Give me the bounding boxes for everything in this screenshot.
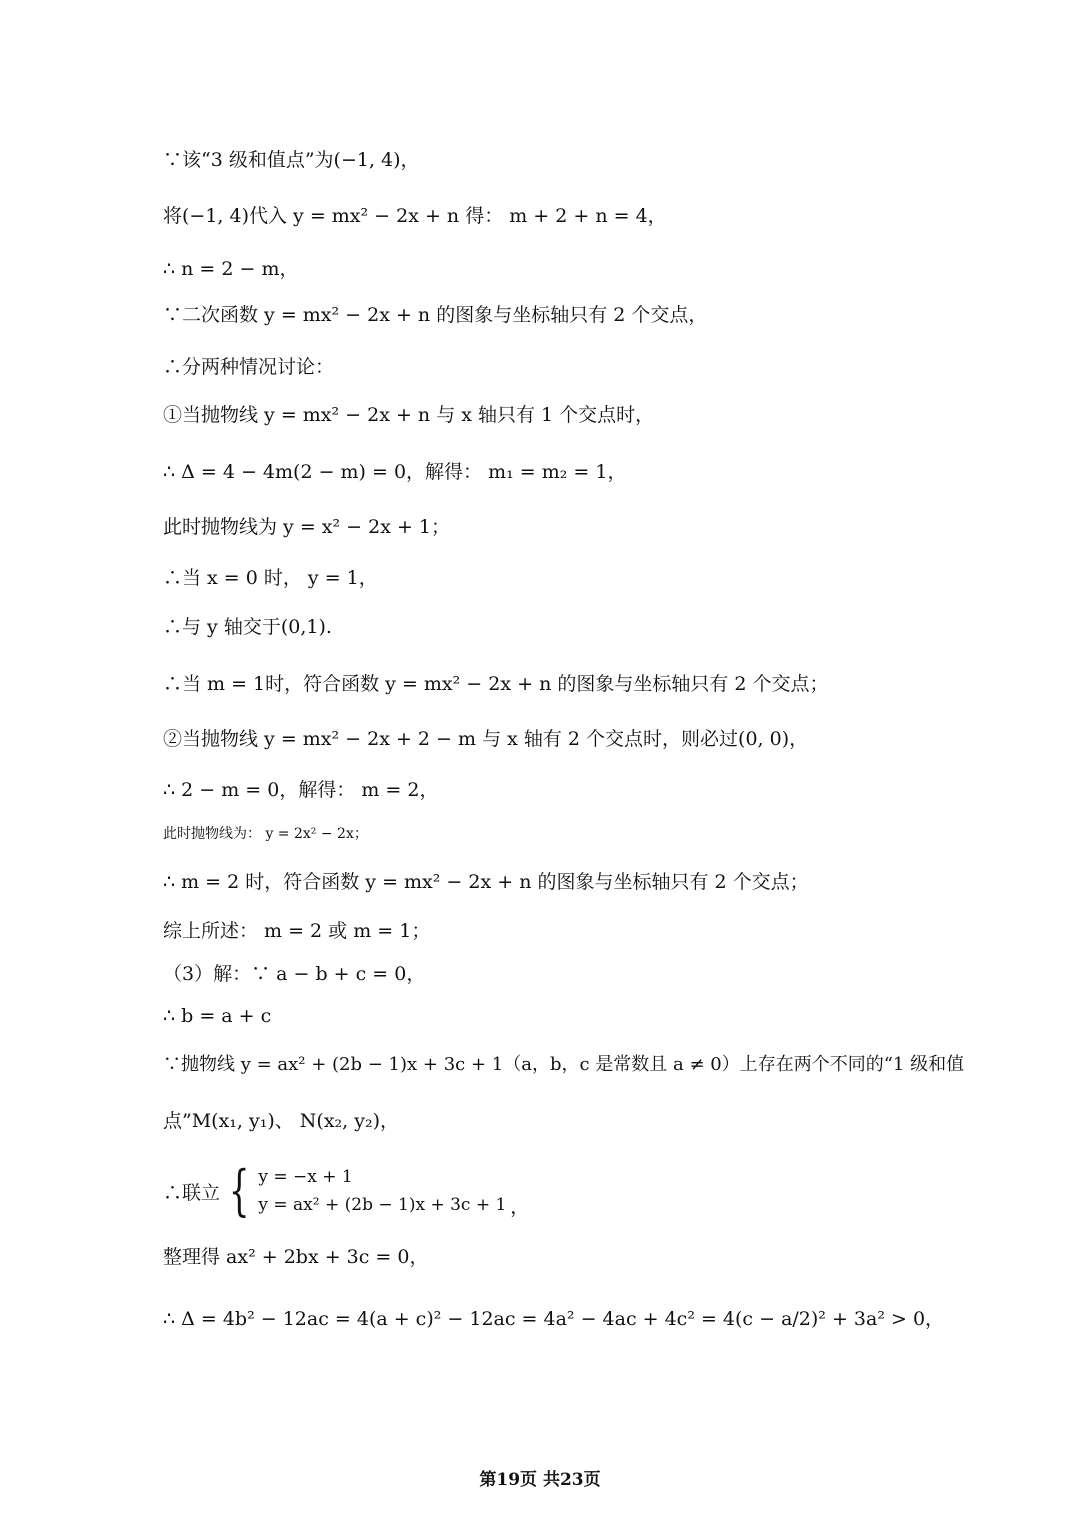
text-line: ∴ Δ = 4 − 4m(2 − m) = 0，解得： m₁ = m₂ = 1， [163,461,627,483]
text-line: ∵该“3 级和值点”为(−1, 4)， [163,149,420,171]
text-line: 将(−1, 4)代入 y = mx² − 2x + n 得： m + 2 + n = 4， [163,205,667,227]
text-line: ∴与 y 轴交于(0,1). [163,616,332,638]
text-line: ∵二次函数 y = mx² − 2x + n 的图象与坐标轴只有 2 个交点， [163,304,708,326]
text-line: ∴当 x = 0 时， y = 1， [163,567,378,589]
text-line: ①当抛物线 y = mx² − 2x + n 与 x 轴只有 1 个交点时， [163,404,655,426]
system-prefix: ∴联立 [163,1181,221,1204]
system-equations [258,1165,506,1217]
text-line: ∵抛物线 y = ax² + (2b − 1)x + 3c + 1（a，b，c 是常数且 a ≠ 0）上存在两个不同的“1 级和值 [163,1054,965,1075]
equation-system [163,1159,530,1222]
text-line: ∴分两种情况讨论： [163,356,335,378]
left-brace-icon: { [228,1159,250,1222]
system-equation-2: y = ax² + (2b − 1)x + 3c + 1 [258,1195,507,1215]
text-line: 此时抛物线为： y = 2x² − 2x； [163,826,368,842]
text-line: ∴ n = 2 − m， [163,258,299,280]
text-line: ∴ 2 − m = 0，解得： m = 2， [163,779,439,801]
text-line: 此时抛物线为 y = x² − 2x + 1； [163,516,450,538]
text-line: 整理得 ax² + 2bx + 3c = 0， [163,1246,429,1268]
system-equation-1: y = −x + 1 [258,1167,353,1187]
text-line: ∴ m = 2 时，符合函数 y = mx² − 2x + n 的图象与坐标轴只有 2 个交点； [163,871,809,893]
text-line: ∴ Δ = 4b² − 12ac = 4(a + c)² − 12ac = 4a² − 4ac + 4c² = 4(c − a/2)² + 3a² > 0， [163,1308,945,1330]
text-line: 综上所述： m = 2 或 m = 1； [163,920,431,942]
system-suffix: ， [510,1196,530,1218]
text-line: ∴ b = a + c [163,1005,272,1027]
text-line: （3）解：∵ a − b + c = 0， [163,963,426,985]
page-footer: 第19页 共23页 [479,1470,601,1490]
text-line: 点”M(x₁, y₁)、 N(x₂, y₂)， [163,1110,400,1132]
text-line: ∴当 m = 1时，符合函数 y = mx² − 2x + n 的图象与坐标轴只有 2 个交点； [163,673,829,695]
text-line: ②当抛物线 y = mx² − 2x + 2 − m 与 x 轴有 2 个交点时，则必过(0, 0)， [163,728,809,750]
